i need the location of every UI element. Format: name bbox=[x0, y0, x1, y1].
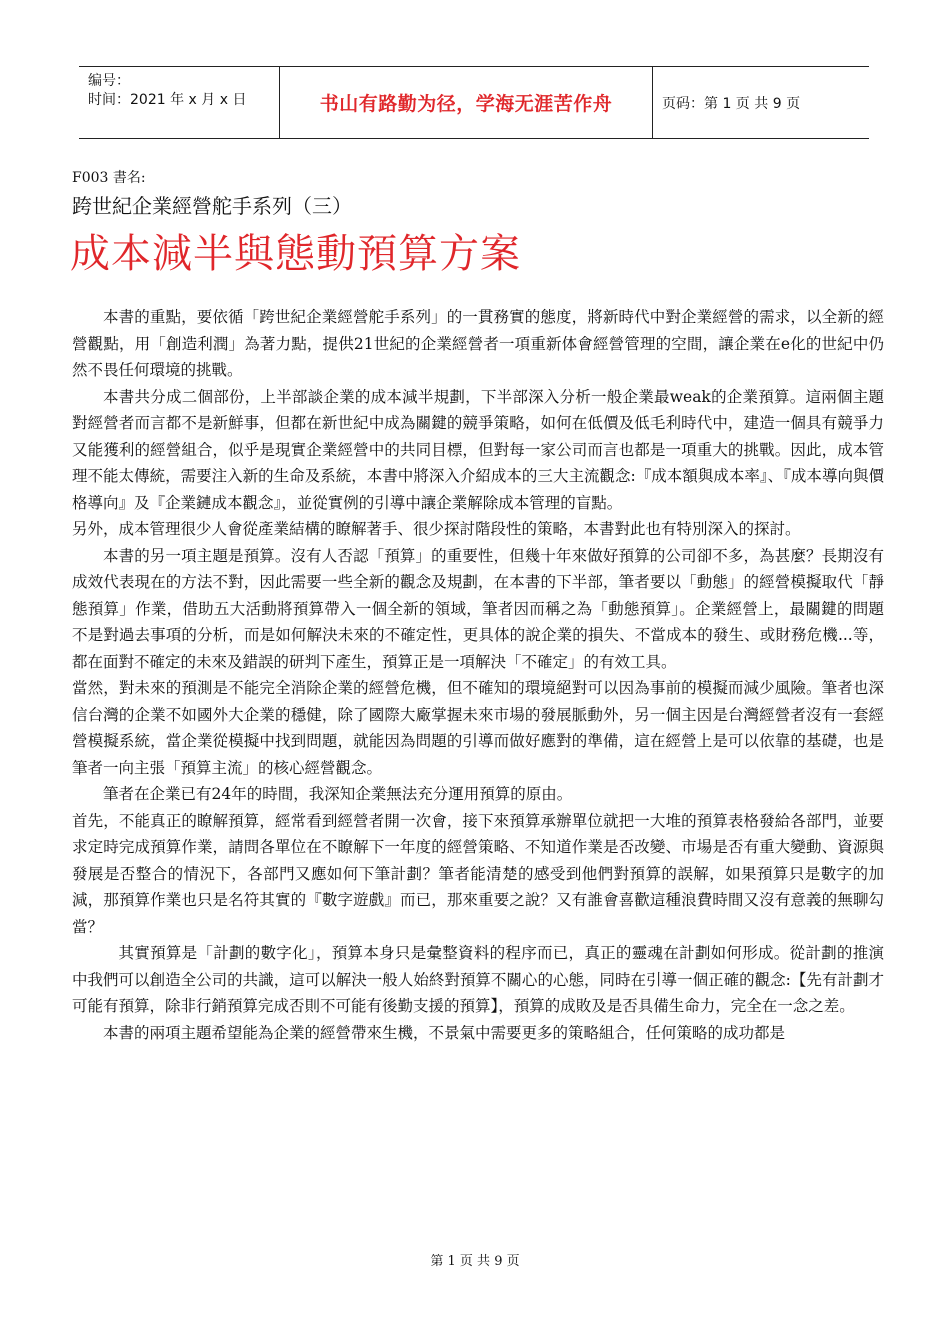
paragraph: 筆者在企業已有24年的時間，我深知企業無法充分運用預算的原由。 bbox=[103, 785, 573, 803]
book-series: 跨世紀企業經營舵手系列（三） bbox=[72, 194, 352, 218]
document-header-table bbox=[79, 66, 869, 139]
paragraph: 本書的另一項主題是預算。沒有人否認「預算」的重要性，但幾十年來做好預算的公司卻不多，為甚麼？長期沒有成效代表現在的方法不對，因此需要一些全新的觀念及規劃，在本書的下半部，筆者要以「動態」的經營模擬取代「靜態預算」作業，借助五大活動將預算帶入一個全新的領域，筆者因而稱之為「動態預算」。企業經營上，最關鍵的問題不是對過去事項的分析，而是如何解決未來的不確定性，更具体的說企業的損失、不當成本的發生、或財務危機...等，都在面對不確定的未來及錯誤的研判下產生，預算正是一項解決「不確定」的有效工具。 bbox=[72, 546, 884, 671]
document-number-label: 编号： bbox=[88, 73, 130, 89]
paragraph: 本書共分成二個部份，上半部談企業的成本減半規劃，下半部深入分析一般企業最weak的企業預算。這兩個主題對經營者而言都不是新鮮事，但都在新世紀中成為關鍵的競爭策略，如何在低價及低毛利時代中，建造一個具有競爭力又能獲利的經營組合，似乎是現實企業經營中的共同目標，但對每一家公司而言也都是一項重大的挑戰。因此，成本管理不能太傳統，需要注入新的生命及系統，本書中將深入介紹成本的三大主流觀念:『成本額與成本率』、『成本導向與價格導向』及『企業鏈成本觀念』，並從實例的引導中讓企業解除成本管理的盲點。 bbox=[72, 387, 884, 512]
page-footer bbox=[0, 1250, 950, 1269]
footer-page-number: 第 1 页 共 9 页 bbox=[430, 1254, 520, 1269]
paragraph: 其實預算是「計劃的數字化」，預算本身只是彙整資料的程序而已，真正的靈魂在計劃如何形成。從計劃的推演中我們可以創造全公司的共識，這可以解決一般人始終對預算不關心的心態，同時在引導一個正確的觀念:【先有計劃才可能有預算，除非行銷預算完成否則不可能有後勤支援的預算】，預算的成敗及是否具備生命力，完全在一念之差。 bbox=[72, 944, 884, 1015]
header-motto-cell bbox=[279, 67, 653, 138]
paragraph: 本書的重點，要依循「跨世紀企業經營舵手系列」的一貫務實的態度，將新時代中對企業經營的需求，以全新的經營觀點，用「創造利潤」為著力點，提供21世紀的企業經營者一項重新体會經營管理的空間，讓企業在e化的世紀中仍然不畏任何環境的挑戰。 bbox=[72, 308, 884, 379]
header-page-label: 页码：第 1 页 共 9 页 bbox=[662, 95, 801, 112]
paragraph: 首先，不能真正的瞭解預算，經常看到經營者開一次會，接下來預算承辦單位就把一大堆的預算表格發給各部門，並要求定時完成預算作業，請問各單位在不瞭解下一年度的經營策略、不知道作業是否改變、市場是否有重大變動、資源與發展是否整合的情況下，各部門又應如何下筆計劃？筆者能清楚的感受到他們對預算的誤解，如果預算只是數字的加減，那預算作業也只是名符其實的『數字遊戲』而已，那來重要之說？又有誰會喜歡這種浪費時間又沒有意義的無聊勾當？ bbox=[72, 811, 884, 936]
book-code: F003 書名: bbox=[72, 170, 146, 186]
document-body bbox=[72, 304, 884, 1046]
header-meta-cell bbox=[79, 67, 279, 138]
paragraph: 另外，成本管理很少人會從產業結構的瞭解著手、很少探討階段性的策略，本書對此也有特別深入的探討。 bbox=[72, 520, 801, 538]
paragraph: 當然，對未來的預測是不能完全消除企業的經營危機，但不確知的環境絕對可以因為事前的模擬而減少風險。筆者也深信台灣的企業不如國外大企業的穩健，除了國際大廠掌握未來市場的發展脈動外，另一個主因是台灣經營者沒有一套經營模擬系統，當企業從模擬中找到問題，就能因為問題的引導而做好應對的準備，這在經營上是可以依靠的基礎，也是筆者一向主張「預算主流」的核心經營觀念。 bbox=[72, 679, 884, 777]
paragraph: 本書的兩項主題希望能為企業的經營帶來生機，不景氣中需要更多的策略組合，任何策略的成功都是 bbox=[103, 1023, 786, 1042]
header-motto: 书山有路勤为径，学海无涯苦作舟 bbox=[319, 93, 613, 115]
header-page-cell bbox=[653, 67, 869, 138]
document-time-label: 时间：2021 年 x 月 x 日 bbox=[88, 92, 247, 108]
page-title: 成本減半與態動預算方案 bbox=[70, 231, 521, 277]
